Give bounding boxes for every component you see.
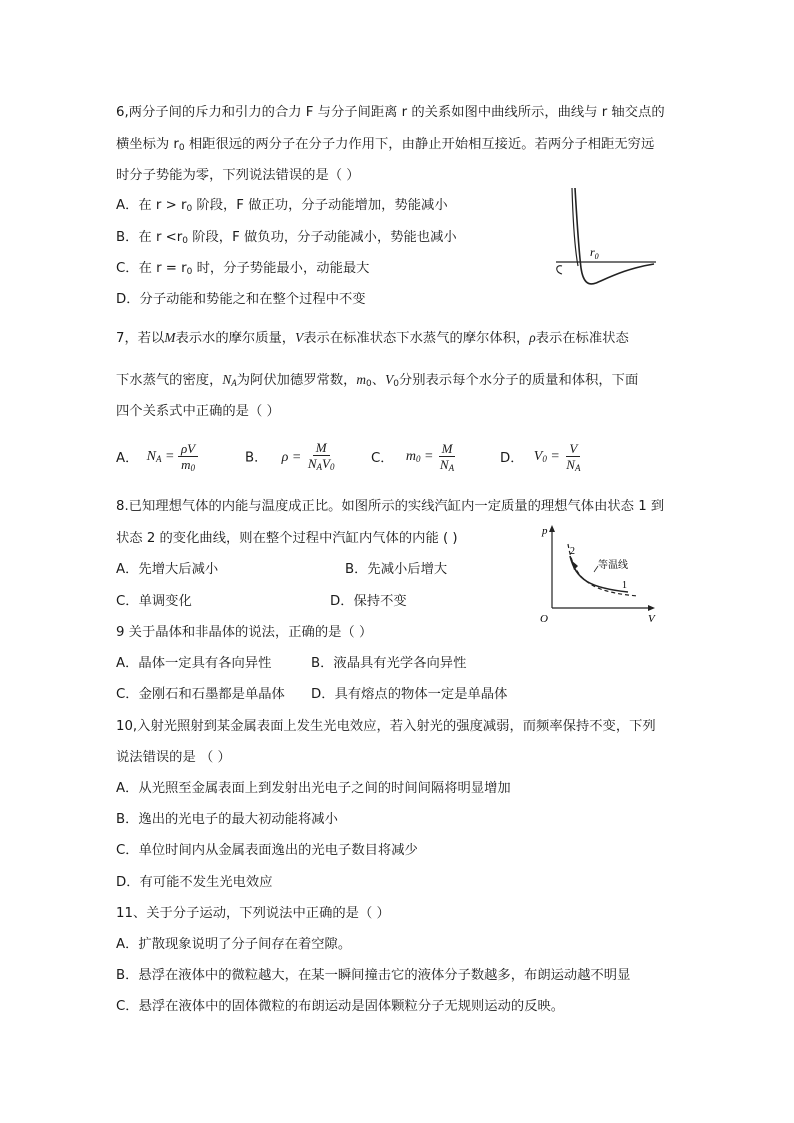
q8-option-b: B．先减小后增大 <box>345 562 448 577</box>
q6-option-c: C．在 $r = r_0$ 时，分子势能最小，动能最大 <box>116 261 370 277</box>
q10-option-b: B．逸出的光电子的最大初动能将减小 <box>116 812 338 827</box>
q8-option-d: D．保持不变 <box>330 594 407 609</box>
q8-stem-line1: 8.已知理想气体的内能与温度成正比。如图所示的实线汽缸内一定质量的理想气体由状态 1 到 <box>116 499 665 514</box>
q7-option-c: C． $m_0$ = $\frac{M}{N_A}$ <box>371 440 455 473</box>
q6-stem-line2: 横坐标为 $r_0$ 相距很远的两分子在分子力作用下，由静止开始相互接近。若两分子相距无穷远 <box>116 137 655 153</box>
q6-force-distance-figure <box>548 182 660 288</box>
q8-state-1-label: 1 <box>622 580 627 591</box>
q6-option-b: B．在 $r <r_0$ 阶段，F 做负功，分子动能减小，势能也减小 <box>116 230 457 246</box>
q9-option-c: C．金刚石和石墨都是单晶体 <box>116 687 285 702</box>
q10-stem-line1: 10,入射光照射到某金属表面上发生光电效应，若入射光的强度减弱，而频率保持不变，下列 <box>116 719 656 734</box>
q8-p-label: p <box>542 525 548 537</box>
q10-option-c: C．单位时间内从金属表面逸出的光电子数目将减少 <box>116 843 418 858</box>
q9-option-d: D．具有熔点的物体一定是单晶体 <box>311 687 508 702</box>
q11-option-c: C．悬浮在液体中的固体微粒的布朗运动是固体颗粒分子无规则运动的反映。 <box>116 999 565 1014</box>
q8-option-c: C．单调变化 <box>116 594 192 609</box>
q10-option-a: A．从光照至金属表面上到发射出光电子之间的时间间隔将明显增加 <box>116 781 511 796</box>
q11-option-a: A．扩散现象说明了分子间存在着空隙。 <box>116 937 352 952</box>
q8-stem-line2: 状态 2 的变化曲线，则在整个过程中汽缸内气体的内能 ( ) <box>116 531 458 546</box>
q10-stem-line2: 说法错误的是 （ ） <box>116 750 231 765</box>
q6-hook-mark <box>557 266 562 274</box>
q8-v-axis-arrow <box>648 605 655 611</box>
q9-option-a: A．晶体一定具有各向异性 <box>116 656 272 671</box>
q7-stem-line1: 7，若以M表示水的摩尔质量，V表示在标准状态下水蒸气的摩尔体积，ρ表示在标准状态 <box>116 330 629 346</box>
q9-stem: 9 关于晶体和非晶体的说法，正确的是（ ） <box>116 625 373 640</box>
q6-force-curve <box>575 188 654 284</box>
q9-option-b: B．液晶具有光学各向异性 <box>311 656 467 671</box>
q11-option-b: B．悬浮在液体中的微粒越大，在某一瞬间撞击它的液体分子数越多，布朗运动越不明显 <box>116 968 631 983</box>
q10-option-d: D．有可能不发生光电效应 <box>116 875 273 890</box>
q7-stem-line3: 四个关系式中正确的是（ ） <box>116 404 280 419</box>
q8-p-axis-arrow <box>549 525 555 532</box>
q6-option-a: A．在 $r > r_0$ 阶段，F 做正功，分子动能增加，势能减小 <box>116 198 448 214</box>
q7-option-b: B． ρ = $\frac{M}{N_AV_0}$ <box>245 440 335 472</box>
q7-stem-line2: 下水蒸气的密度，$N_A$为阿伏加德罗常数，$m_0$、$V_0$分别表示每个水分子的质量和体积，下面 <box>116 372 639 389</box>
q8-process-arrow <box>571 560 578 570</box>
q8-origin-label: O <box>540 613 548 625</box>
q8-v-label: V <box>648 613 655 625</box>
q8-option-a: A．先增大后减小 <box>116 562 219 577</box>
q8-isotherm-label: 等温线 <box>598 560 628 571</box>
q11-stem: 11、关于分子运动，下列说法中正确的是（ ） <box>116 906 390 921</box>
q8-pv-diagram <box>538 522 662 626</box>
q6-option-d: D．分子动能和势能之和在整个过程中不变 <box>116 292 366 307</box>
q7-option-a: A． $N_A$ = $\frac{\rho V}{m_0}$ <box>116 440 198 476</box>
q8-state-2-label: 2 <box>570 546 575 557</box>
q6-stem-line3: 时分子势能为零，下列说法错误的是（ ） <box>116 168 360 183</box>
q6-r0-label: $r_0$ <box>590 245 599 261</box>
q6-stem-line1: 6,两分子间的斥力和引力的合力 F 与分子间距离 r 的关系如图中曲线所示，曲线与 r 轴交点的 <box>116 105 665 120</box>
q7-option-d: D． $V_0$ = $\frac{V}{N_A}$ <box>500 440 581 473</box>
